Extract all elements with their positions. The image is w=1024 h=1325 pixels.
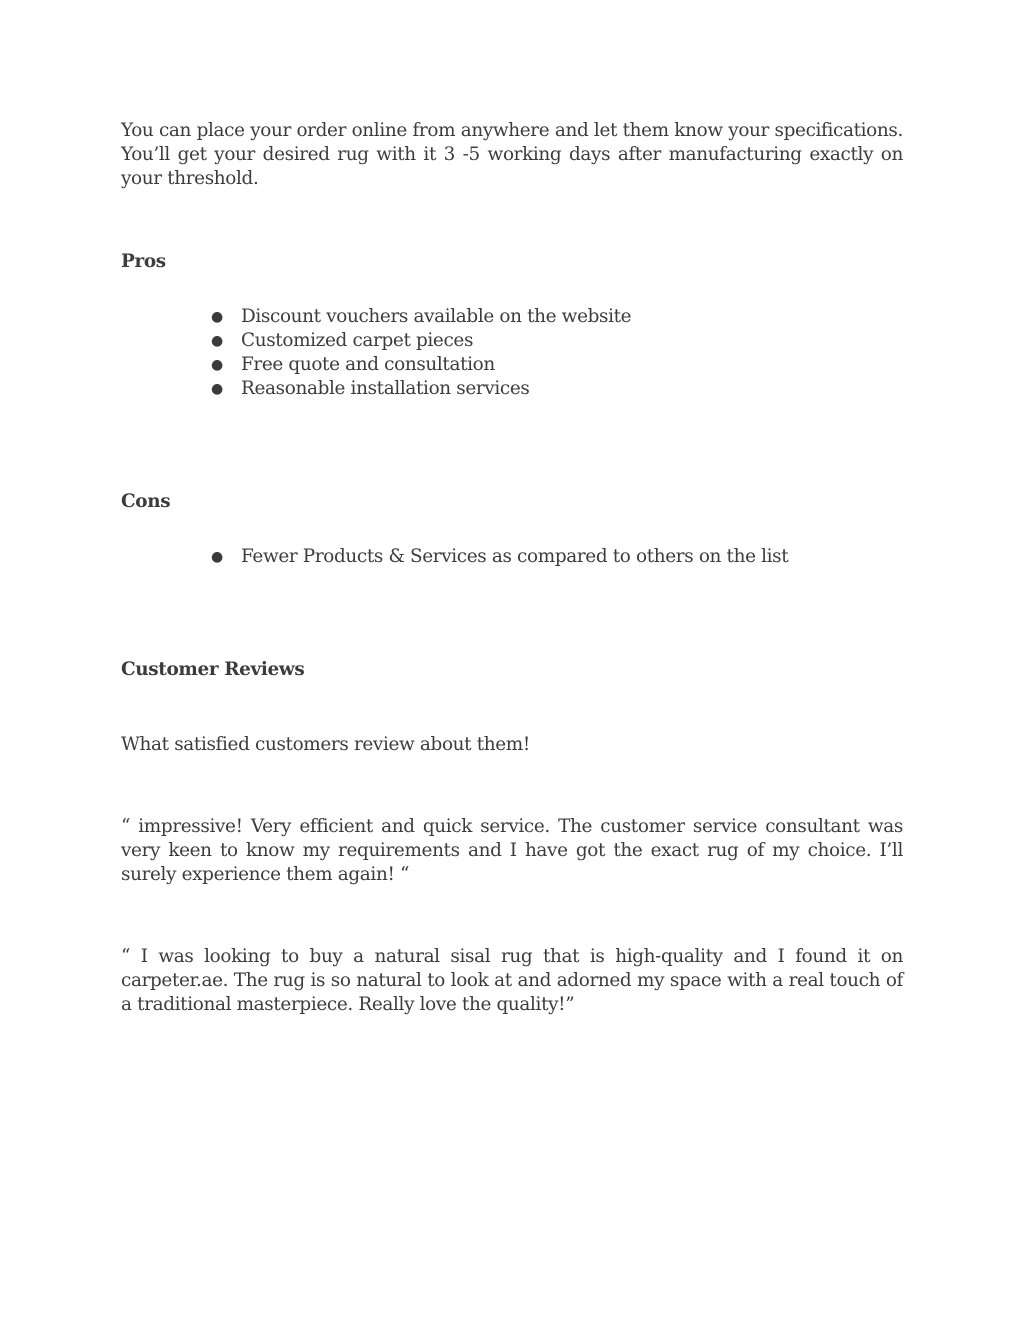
cons-heading: Cons <box>121 491 171 512</box>
reviews-subheading: What satisfied customers review about them! <box>121 734 530 755</box>
reviews-heading: Customer Reviews <box>121 659 305 680</box>
pros-heading: Pros <box>121 251 166 272</box>
review-quote: “ I was looking to buy a natural sisal rug that is high-quality and I found it on carpeter.ae. The rug is so natural to look at and adorned my space with a real touch of a traditional masterpiece. Really love the quality!” <box>121 946 903 1015</box>
pros-item-label: Reasonable installation services <box>241 378 530 399</box>
cons-list <box>121 545 903 569</box>
intro-paragraph: You can place your order online from anywhere and let them know your specifications. You’ll get your desired rug with it 3 -5 working days after manufacturing exactly on your threshold. <box>121 120 903 189</box>
pros-item-label: Free quote and consultation <box>241 354 495 375</box>
bullet-icon: ● <box>211 357 223 373</box>
bullet-icon: ● <box>211 381 223 397</box>
document-page <box>121 119 903 1017</box>
bullet-icon: ● <box>211 333 223 349</box>
review-quote: “ impressive! Very efficient and quick service. The customer service consultant was very keen to know my requirements and I have got the exact rug of my choice. I’ll surely experience them again! “ <box>121 816 903 885</box>
list-item <box>211 545 903 569</box>
pros-item-label: Customized carpet pieces <box>241 330 474 351</box>
bullet-icon: ● <box>211 549 223 565</box>
cons-item-label: Fewer Products & Services as compared to others on the list <box>241 546 789 567</box>
pros-item-label: Discount vouchers available on the website <box>241 306 632 327</box>
list-item <box>211 305 903 329</box>
list-item <box>211 353 903 377</box>
pros-list <box>121 305 903 401</box>
bullet-icon: ● <box>211 309 223 325</box>
list-item <box>211 329 903 353</box>
list-item <box>211 377 903 401</box>
